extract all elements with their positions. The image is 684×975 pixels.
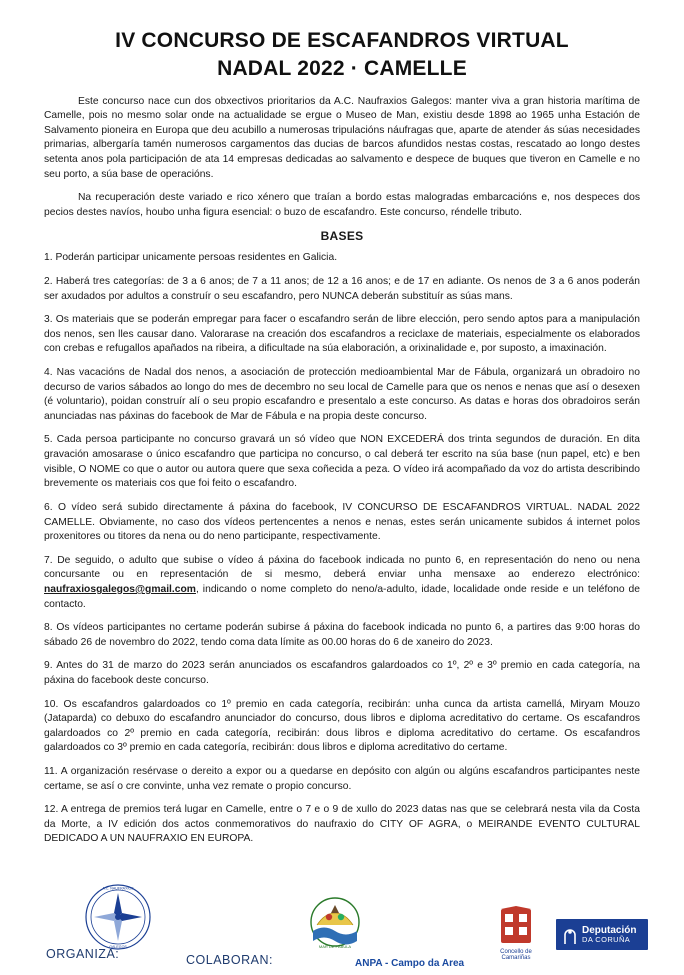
title-line-1: IV CONCURSO DE ESCAFANDROS VIRTUAL xyxy=(115,29,569,52)
bases-heading: BASES xyxy=(320,229,364,244)
clause-4: 4. Nas vacacións de Nadal dos nenos, a asociación de protección medioambiental Mar de Fábula, organizará un obradoiro no decurso de varios sábados ao longo do mes de decembro no seu local de Camelle para que os nenos e nenas que así o desexen (é voluntario), poidan construír alí o seu propio escafandro e presentalo a este concurso. As datas e horas dos obradoiros serán anunciadas nas páxinas do facebook de Mar de Fábula e na propia deste concurso. xyxy=(44,367,640,422)
document-title xyxy=(44,28,640,83)
footer xyxy=(0,883,684,975)
svg-text:GALEGOS: GALEGOS xyxy=(109,945,127,949)
mar-de-fabula-logo xyxy=(305,893,365,951)
anpa-logo-label: ANPA - Campo da Area xyxy=(355,958,465,969)
organiza-label: ORGANIZA: xyxy=(46,947,120,961)
colaboran-label: COLABORAN: xyxy=(186,953,273,967)
deputacion-line-1: Deputación xyxy=(582,925,637,936)
title-line-2: NADAL 2022 · CAMELLE xyxy=(217,57,467,81)
naufraxios-galegos-logo xyxy=(84,883,152,951)
bases-clauses xyxy=(44,251,640,847)
clause-7-text: 7. De seguido, o adulto que subise o vídeo á páxina do facebook indicada no punto 6, en representación do neno ou nena concursante ou en representación de si mesmo, deberá enviar unha mensaxe ao enderezo electrónico: naufraxiosgalegos@gmail.com, indicando o nome completo do neno/a-adulto, idade, localidade onde reside e un teléfono de contacto. xyxy=(44,554,640,610)
deputacion-line-2: DA CORUÑA xyxy=(582,935,631,944)
svg-text:MAR DE FÁBULA: MAR DE FÁBULA xyxy=(318,944,352,949)
clause-6: 6. O vídeo será subido directamente á páxina do facebook, IV CONCURSO DE ESCAFANDROS VIRTUAL. NADAL 2022 CAMELLE. Obviamente, no caso dos vídeos pertencentes a nenos e nenas, estes serán unicamente subidos á internet polos proxenitores ou titores da nena ou do neno participante, respectivamente. xyxy=(44,501,640,543)
clause-1: 1. Poderán participar unicamente persoas residentes en Galicia. xyxy=(44,252,338,264)
clause-5: 5. Cada persoa participante no concurso gravará un só vídeo que NON EXCEDERÁ dos trinta segundos de duración. En dita gravación amosarase o único escafandro que participa no concurso, o cal deberá ter escrito na súa base (nun papel, etc) e ben visible, O NOME co que o autor ou autora quere que sexa coñecida a peza. O vídeo irá acompañado da voz do artista describindo brevemente os materiais cos que foi feito o escafandro. xyxy=(44,434,640,490)
svg-text:A.C. NAUFRAXIOS: A.C. NAUFRAXIOS xyxy=(102,886,134,891)
camarinas-label: Concello de Camariñas xyxy=(500,949,532,962)
intro-section xyxy=(44,95,640,221)
contact-email[interactable]: naufraxiosgalegos@gmail.com xyxy=(44,583,196,595)
deputacion-mark-icon xyxy=(562,926,578,948)
intro-paragraph-2: Na recuperación deste variado e rico xénero que traían a bordo estas malogradas embarcacións e, nos despeces dos pecios destes navíos, houbo unha figura esencial: o buzo de escafandro. Este concurso, réndelle tributo. xyxy=(44,192,640,218)
clause-12: 12. A entrega de premios terá lugar en Camelle, entre o 7 e o 9 de xullo do 2023 datas nas que se celebrará nesta vila da Costa da Morte, a IV edición dos actos conmemorativos do naufraxio do CITY OF AGRA, o MEIRANDE EVENTO CULTURAL DEDICADO A UN NAUFRAXIO EN EUROPA. xyxy=(44,804,640,845)
clause-10: 10. Os escafandros galardoados co 1º premio en cada categoría, recibirán: unha cunca da artista camellá, Miryam Mouzo (Jataparda) co debuxo do escafandro anunciador do concurso, dous libros e diploma acreditativo do certame. Os escafandros galardoados co 2º premio en cada categoría, recibirán: dous libros e diploma acreditativo do certame. Os escafandros galardoados co 3º premio en cada categoría, recibirán: dous libros e diploma acreditativo do certame. xyxy=(44,698,640,754)
clause-8: 8. Os vídeos participantes no certame poderán subirse á páxina do facebook indicada no punto 6, a partires das 9:00 horas do sábado 26 de novembro do 2022, tendo coma data límite as 00.00 horas do 6 de xaneiro do 2023. xyxy=(44,622,640,648)
intro-paragraph-1: Este concurso nace cun dos obxectivos prioritarios da A.C. Naufraxios Galegos: manter viva a gran historia marítima de Camelle, pois no mesmo solar onde na actualidade se ergue o Museo de Man, existiu desde 1898 ao 1965 unha Estación de Salvamento pioneira en Europa que deu acubillo a numerosas tripulacións náufragas que, aparte de atender ás súas necesidades primarias, albergaría tamén numerosos cargamentos das ducias de barcos afundidos nestas costas, rescatado ao longo destes setenta anos pola participación de ata 14 empresas dedicadas ao salvamento e despece de buques que tiveron en Camelle e no seu porto, a súa base de operacións. xyxy=(44,95,640,180)
deputacion-coruna-logo xyxy=(556,919,648,963)
clause-9: 9. Antes do 31 de marzo do 2023 serán anunciados os escafandros galardoados co 1º, 2º e 3º premio en cada categoría, na páxina do facebook deste concurso. xyxy=(44,660,640,686)
clause-11: 11. A organización resérvase o dereito a expor ou a quedarse en depósito con algún ou algúns escafandros participantes neste certame, se así o cre convinte, unha vez remate o propio concurso. xyxy=(44,766,640,792)
clause-2: 2. Haberá tres categorías: de 3 a 6 anos; de 7 a 11 anos; de 12 a 16 anos; e de 17 en adiante. Os nenos de 3 a 6 anos poderán ser axudados por adultos a construír o seu escafandro, pero NUNCA deberán substituír as súas mans. xyxy=(44,275,640,302)
clause-3: 3. Os materiais que se poderán empregar para facer o escafandro serán de libre elección, pero sendo aptos para a manipulación dos nenos, sen lles causar dano. Valorarase na creación dos escafandros a reciclaxe de materiais, especialmente os elaborados con crebas e refugallos apañados na ribeira, a dificultade na súa elaboración, a orixinalidade e, por suposto, a imaxinación. xyxy=(44,314,640,355)
clause-7 xyxy=(44,554,640,612)
concello-camarinas-logo xyxy=(487,905,545,961)
